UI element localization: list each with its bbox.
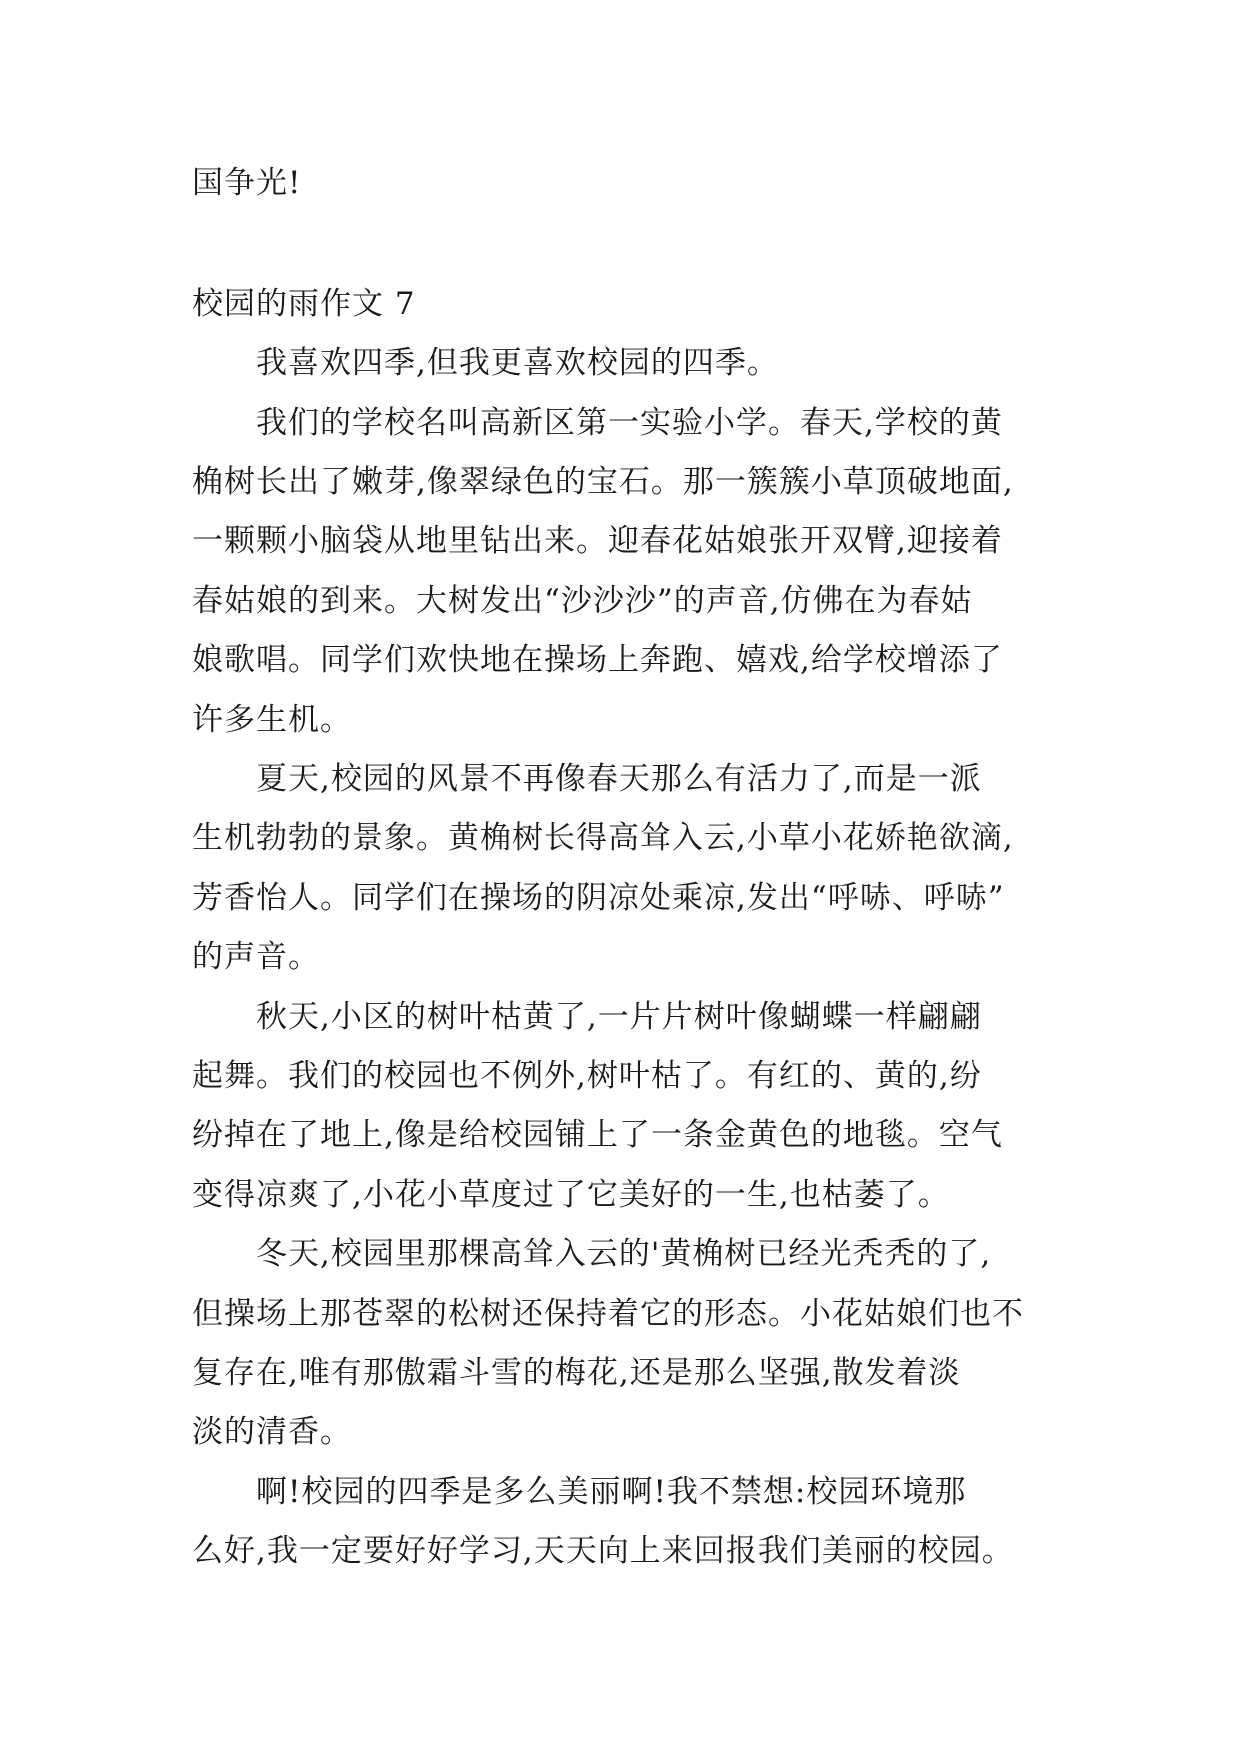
paragraph-line: 娘歌唱。同学们欢快地在操场上奔跑、嬉戏,给学校增添了 (192, 642, 1003, 678)
paragraph-line: 芳香怡人。同学们在操场的阴凉处乘凉,发出“呼哧、呼哧” (192, 880, 1005, 916)
paragraph-line: 但操场上那苍翠的松树还保持着它的形态。小花姑娘们也不 (192, 1296, 1024, 1332)
paragraph-line: 的声音。 (192, 939, 320, 975)
paragraph-line: 生机勃勃的景象。黄桷树长得高耸入云,小草小花娇艳欲滴, (192, 820, 1014, 856)
paragraph-line: 啊!校园的四季是多么美丽啊!我不禁想:校园环境那 (256, 1474, 967, 1510)
paragraph-line: 么好,我一定要好好学习,天天向上来回报我们美丽的校园。 (192, 1533, 1014, 1569)
paragraph-line: 春姑娘的到来。大树发出“沙沙沙”的声音,仿佛在为春姑 (192, 583, 973, 619)
text-line: 国争光! (192, 165, 302, 201)
paragraph-line: 复存在,唯有那傲霜斗雪的梅花,还是那么坚强,散发着淡 (192, 1355, 961, 1391)
paragraph-line: 变得凉爽了,小花小草度过了它美好的一生,也枯萎了。 (192, 1177, 950, 1213)
paragraph-line: 一颗颗小脑袋从地里钻出来。迎春花姑娘张开双臂,迎接着 (192, 523, 1003, 559)
paragraph-line: 夏天,校园的风景不再像春天那么有活力了,而是一派 (256, 761, 982, 797)
paragraph-line: 淡的清香。 (192, 1414, 352, 1450)
paragraph-line: 许多生机。 (192, 702, 352, 738)
paragraph-line: 秋天,小区的树叶枯黄了,一片片树叶像蝴蝶一样翩翩 (256, 999, 982, 1035)
paragraph-line: 我喜欢四季,但我更喜欢校园的四季。 (256, 345, 779, 381)
section-title: 校园的雨作文 7 (192, 286, 416, 322)
paragraph-line: 冬天,校园里那棵高耸入云的'黄桷树已经光秃秃的了, (256, 1236, 992, 1272)
paragraph-line: 起舞。我们的校园也不例外,树叶枯了。有红的、黄的,纷 (192, 1058, 982, 1094)
paragraph-line: 纷掉在了地上,像是给校园铺上了一条金黄色的地毯。空气 (192, 1117, 1003, 1153)
paragraph-line: 我们的学校名叫高新区第一实验小学。春天,学校的黄 (256, 405, 1003, 441)
paragraph-line: 桷树长出了嫩芽,像翠绿色的宝石。那一簇簇小草顶破地面, (192, 464, 1014, 500)
